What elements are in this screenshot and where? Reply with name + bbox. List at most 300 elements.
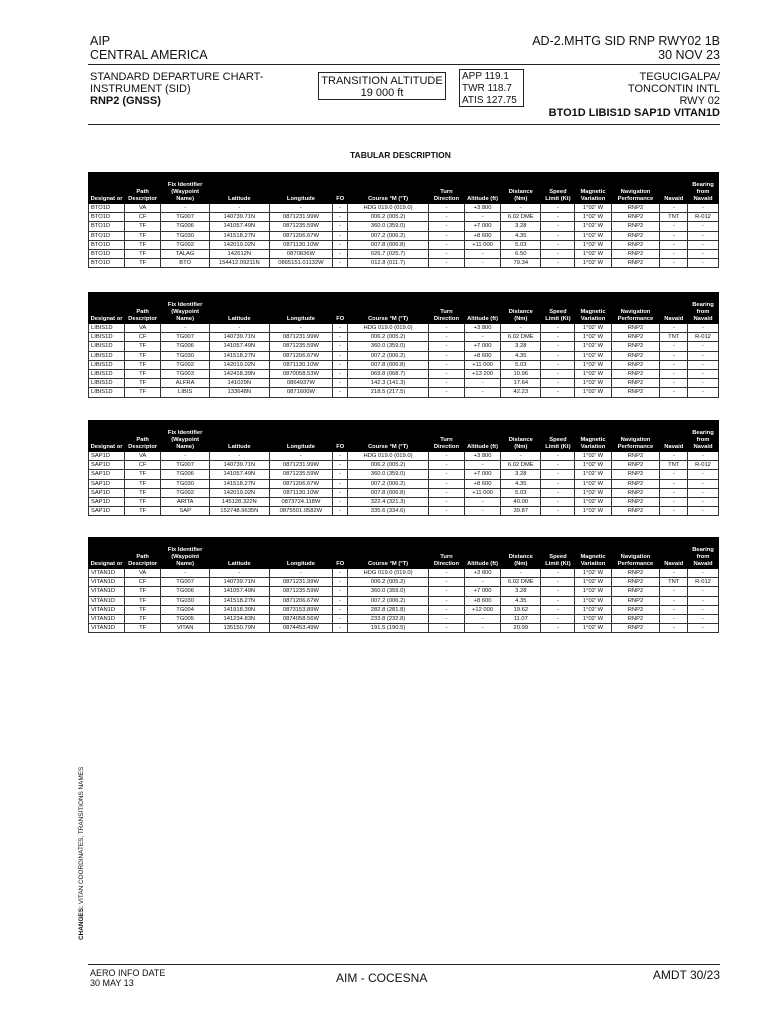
cell-turn-direction: - xyxy=(428,498,464,507)
cell-path-descriptor: TF xyxy=(125,231,161,240)
cell-navaid: - xyxy=(660,498,688,507)
cell-magnetic-variation: 1°02' W xyxy=(575,507,611,516)
cell-magnetic-variation: 1°02' W xyxy=(575,470,611,479)
cell-path-descriptor: TF xyxy=(125,240,161,249)
column-header-designator: Designat or xyxy=(89,293,125,324)
cell-altitude: - xyxy=(465,333,501,342)
cell-fo: - xyxy=(333,587,348,596)
column-header-latitude: Latitude xyxy=(210,293,269,324)
cell-fix-identifier: TALAG xyxy=(161,250,210,259)
cell-fo: - xyxy=(333,379,348,388)
cell-course: HDG 019.0 (019.0) xyxy=(348,452,429,461)
cell-speed-limit: - xyxy=(541,231,575,240)
cell-bearing-from-navaid: - xyxy=(688,370,719,379)
cell-navaid: - xyxy=(660,596,688,605)
cell-path-descriptor: TF xyxy=(125,587,161,596)
cell-speed-limit: - xyxy=(541,388,575,397)
transition-altitude-label: TRANSITION ALTITUDE xyxy=(321,75,443,87)
cell-course: 007.8 (006.8) xyxy=(348,240,429,249)
cell-latitude: - xyxy=(210,452,269,461)
cell-speed-limit: - xyxy=(541,470,575,479)
cell-distance: - xyxy=(501,204,541,213)
cell-designator: VITAN1D xyxy=(89,596,125,605)
column-header-course: Course °M (°T) xyxy=(348,293,429,324)
cell-distance: 20.99 xyxy=(501,624,541,633)
cell-navaid: - xyxy=(660,569,688,578)
cell-speed-limit: - xyxy=(541,213,575,222)
cell-speed-limit: - xyxy=(541,615,575,624)
cell-speed-limit: - xyxy=(541,250,575,259)
cell-navaid: - xyxy=(660,351,688,360)
cell-speed-limit: - xyxy=(541,370,575,379)
tabular-title: TABULAR DESCRIPTION xyxy=(350,150,451,160)
cell-speed-limit: - xyxy=(541,379,575,388)
cell-course: 012.8 (011.7) xyxy=(348,259,429,268)
footer-rule xyxy=(88,964,720,965)
cell-navigation-performance: RNP2 xyxy=(611,259,660,268)
cell-latitude: 145128.322N xyxy=(210,498,269,507)
cell-longitude: 0871206.67W xyxy=(269,351,333,360)
column-header-latitude: Latitude xyxy=(210,538,269,569)
column-header-fix-identifier: Fix Identifier (Waypoint Name) xyxy=(161,421,210,452)
table-row xyxy=(89,250,719,259)
cell-navaid: - xyxy=(660,388,688,397)
cell-altitude: - xyxy=(465,259,501,268)
column-header-designator: Designat or xyxy=(89,173,125,204)
freq-app: APP 119.1 xyxy=(462,71,509,82)
cell-speed-limit: - xyxy=(541,605,575,614)
cell-designator: BTO1D xyxy=(89,259,125,268)
cell-bearing-from-navaid: - xyxy=(688,342,719,351)
cell-longitude: 0875501.0582W xyxy=(269,507,333,516)
cell-speed-limit: - xyxy=(541,222,575,231)
header-row xyxy=(89,293,719,324)
cell-navigation-performance: RNP2 xyxy=(611,452,660,461)
cell-course: 335.6 (334.6) xyxy=(348,507,429,516)
cell-magnetic-variation: 1°02' W xyxy=(575,615,611,624)
cell-latitude: 140739.71N xyxy=(210,461,269,470)
cell-distance: 4.35 xyxy=(501,351,541,360)
publisher: AIM - COCESNA xyxy=(336,971,428,985)
cell-navigation-performance: RNP2 xyxy=(611,479,660,488)
cell-navigation-performance: RNP2 xyxy=(611,605,660,614)
cell-fix-identifier: TG005 xyxy=(161,615,210,624)
cell-course: 007.2 (006.2) xyxy=(348,231,429,240)
cell-path-descriptor: CF xyxy=(125,461,161,470)
cell-turn-direction: - xyxy=(428,222,464,231)
column-header-bearing-from-navaid: Bearing from Navaid xyxy=(688,538,719,569)
cell-distance: 39.87 xyxy=(501,507,541,516)
cell-latitude: 142019.02N xyxy=(210,240,269,249)
cell-navigation-performance: RNP2 xyxy=(611,461,660,470)
cell-turn-direction: - xyxy=(428,250,464,259)
cell-navigation-performance: RNP2 xyxy=(611,213,660,222)
aero-info-label: AERO INFO DATE xyxy=(90,968,166,978)
changes-text: VITAN COORDINATES, TRANSITIONS NAMES xyxy=(78,766,85,905)
cell-latitude: 141057.49N xyxy=(210,342,269,351)
document-id-block xyxy=(532,34,720,62)
cell-magnetic-variation: 1°02' W xyxy=(575,498,611,507)
column-header-turn-direction: Turn Direction xyxy=(428,293,464,324)
cell-altitude: +3 800 xyxy=(465,204,501,213)
cell-path-descriptor: TF xyxy=(125,615,161,624)
column-header-course: Course °M (°T) xyxy=(348,173,429,204)
cell-course: 006.2 (005.2) xyxy=(348,333,429,342)
cell-turn-direction: - xyxy=(428,605,464,614)
cell-speed-limit: - xyxy=(541,498,575,507)
cell-navigation-performance: RNP2 xyxy=(611,370,660,379)
cell-longitude: 0871235.59W xyxy=(269,342,333,351)
cell-bearing-from-navaid: - xyxy=(688,250,719,259)
aero-info-block xyxy=(90,968,165,988)
cell-navaid: - xyxy=(660,452,688,461)
cell-magnetic-variation: 1°02' W xyxy=(575,351,611,360)
cell-altitude: +7 000 xyxy=(465,470,501,479)
cell-fix-identifier: - xyxy=(161,324,210,333)
column-header-course: Course °M (°T) xyxy=(348,421,429,452)
vitan1d-table xyxy=(88,537,719,633)
column-header-navaid: Navaid xyxy=(660,173,688,204)
table-row xyxy=(89,578,719,587)
cell-fix-identifier: TG007 xyxy=(161,461,210,470)
cell-altitude: +11 000 xyxy=(465,360,501,369)
cell-designator: BTO1D xyxy=(89,222,125,231)
cell-course: 360.0 (359.0) xyxy=(348,587,429,596)
cell-longitude: 0873153.89W xyxy=(269,605,333,614)
column-header-navaid: Navaid xyxy=(660,421,688,452)
cell-turn-direction: - xyxy=(428,461,464,470)
cell-magnetic-variation: 1°02' W xyxy=(575,222,611,231)
cell-bearing-from-navaid: - xyxy=(688,605,719,614)
cell-magnetic-variation: 1°02' W xyxy=(575,596,611,605)
cell-fo: - xyxy=(333,461,348,470)
cell-speed-limit: - xyxy=(541,240,575,249)
column-header-speed-limit: Speed Limit (Kt) xyxy=(541,293,575,324)
cell-magnetic-variation: 1°02' W xyxy=(575,379,611,388)
cell-magnetic-variation: 1°02' W xyxy=(575,231,611,240)
cell-distance: - xyxy=(501,452,541,461)
cell-fix-identifier: ALFRA xyxy=(161,379,210,388)
cell-turn-direction: - xyxy=(428,240,464,249)
cell-designator: BTO1D xyxy=(89,231,125,240)
cell-distance: 3.28 xyxy=(501,222,541,231)
cell-longitude: 0871231.99W xyxy=(269,578,333,587)
column-header-altitude: Altitude (ft) xyxy=(465,421,501,452)
amendment: AMDT 30/23 xyxy=(652,968,720,982)
sap1d-table xyxy=(88,420,719,516)
cell-course: 360.0 (359.0) xyxy=(348,342,429,351)
cell-speed-limit: - xyxy=(541,360,575,369)
cell-designator: LIBIS1D xyxy=(89,360,125,369)
cell-fo: - xyxy=(333,596,348,605)
column-header-distance: Distance (Nm) xyxy=(501,293,541,324)
transition-altitude-value: 19 000 ft xyxy=(360,87,404,99)
cell-designator: LIBIS1D xyxy=(89,351,125,360)
cell-designator: SAP1D xyxy=(89,452,125,461)
cell-longitude: 0871235.59W xyxy=(269,470,333,479)
cell-navaid: - xyxy=(660,324,688,333)
cell-bearing-from-navaid: - xyxy=(688,379,719,388)
cell-latitude: 141057.49N xyxy=(210,587,269,596)
column-header-navaid: Navaid xyxy=(660,538,688,569)
header-row xyxy=(89,538,719,569)
cell-course: 006.2 (005.2) xyxy=(348,578,429,587)
cell-fo: - xyxy=(333,370,348,379)
cell-path-descriptor: CF xyxy=(125,333,161,342)
column-header-path-descriptor: Path Descriptor xyxy=(125,421,161,452)
cell-bearing-from-navaid: - xyxy=(688,488,719,497)
cell-latitude: 141057.49N xyxy=(210,222,269,231)
cell-fix-identifier: TG030 xyxy=(161,596,210,605)
cell-longitude: 0871130.10W xyxy=(269,240,333,249)
cell-latitude: - xyxy=(210,569,269,578)
cell-bearing-from-navaid: - xyxy=(688,596,719,605)
cell-designator: SAP1D xyxy=(89,488,125,497)
changes-label: CHANGES: xyxy=(78,905,85,940)
cell-navigation-performance: RNP2 xyxy=(611,222,660,231)
cell-latitude: 141234.83N xyxy=(210,615,269,624)
cell-turn-direction: - xyxy=(428,587,464,596)
table-row xyxy=(89,507,719,516)
cell-speed-limit: - xyxy=(541,596,575,605)
cell-speed-limit: - xyxy=(541,259,575,268)
cell-fo: - xyxy=(333,488,348,497)
cell-navaid: TNT xyxy=(660,461,688,470)
info-rule xyxy=(88,124,720,125)
cell-bearing-from-navaid: R-012 xyxy=(688,213,719,222)
cell-bearing-from-navaid: - xyxy=(688,470,719,479)
cell-latitude: 140739.71N xyxy=(210,213,269,222)
cell-fo: - xyxy=(333,569,348,578)
cell-distance: 10.96 xyxy=(501,370,541,379)
cell-magnetic-variation: 1°02' W xyxy=(575,333,611,342)
table-row xyxy=(89,259,719,268)
table-row xyxy=(89,596,719,605)
cell-path-descriptor: VA xyxy=(125,324,161,333)
cell-bearing-from-navaid: R-012 xyxy=(688,333,719,342)
cell-bearing-from-navaid: - xyxy=(688,498,719,507)
cell-altitude: +3 800 xyxy=(465,452,501,461)
cell-magnetic-variation: 1°02' W xyxy=(575,624,611,633)
table-row xyxy=(89,240,719,249)
cell-distance: - xyxy=(501,324,541,333)
cell-course: 026.7 (025.7) xyxy=(348,250,429,259)
cell-fo: - xyxy=(333,360,348,369)
table-row xyxy=(89,479,719,488)
cell-magnetic-variation: 1°02' W xyxy=(575,259,611,268)
column-header-longitude: Longitude xyxy=(269,293,333,324)
cell-speed-limit: - xyxy=(541,624,575,633)
cell-fo: - xyxy=(333,342,348,351)
cell-altitude: +8 600 xyxy=(465,231,501,240)
cell-navigation-performance: RNP2 xyxy=(611,624,660,633)
cell-altitude: - xyxy=(465,213,501,222)
cell-fix-identifier: TG002 xyxy=(161,360,210,369)
cell-distance: 3.28 xyxy=(501,470,541,479)
cell-bearing-from-navaid: - xyxy=(688,624,719,633)
transition-altitude-box xyxy=(318,72,446,100)
column-header-magnetic-variation: Magnetic Variation xyxy=(575,538,611,569)
cell-turn-direction: - xyxy=(428,324,464,333)
cell-longitude: 0871600W xyxy=(269,388,333,397)
cell-fo: - xyxy=(333,624,348,633)
cell-designator: LIBIS1D xyxy=(89,379,125,388)
cell-navigation-performance: RNP2 xyxy=(611,488,660,497)
cell-turn-direction: - xyxy=(428,488,464,497)
cell-distance: 19.62 xyxy=(501,605,541,614)
cell-bearing-from-navaid: - xyxy=(688,259,719,268)
cell-navigation-performance: RNP2 xyxy=(611,596,660,605)
cell-navaid: TNT xyxy=(660,333,688,342)
table-row xyxy=(89,615,719,624)
cell-bearing-from-navaid: - xyxy=(688,324,719,333)
libis1d-table xyxy=(88,292,719,398)
cell-longitude: 0871231.99W xyxy=(269,213,333,222)
cell-turn-direction: - xyxy=(428,507,464,516)
cell-distance: 4.35 xyxy=(501,479,541,488)
cell-distance: 79.34 xyxy=(501,259,541,268)
cell-navigation-performance: RNP2 xyxy=(611,204,660,213)
cell-course: 007.2 (006.2) xyxy=(348,596,429,605)
cell-distance: 4.35 xyxy=(501,596,541,605)
cell-fo: - xyxy=(333,452,348,461)
cell-latitude: - xyxy=(210,324,269,333)
cell-fix-identifier: TG006 xyxy=(161,342,210,351)
cell-bearing-from-navaid: R-012 xyxy=(688,461,719,470)
cell-magnetic-variation: 1°02' W xyxy=(575,587,611,596)
column-header-speed-limit: Speed Limit (Kt) xyxy=(541,538,575,569)
column-header-latitude: Latitude xyxy=(210,173,269,204)
cell-speed-limit: - xyxy=(541,488,575,497)
cell-longitude: - xyxy=(269,204,333,213)
chart-title-block xyxy=(90,71,263,107)
cell-longitude: 0871235.59W xyxy=(269,587,333,596)
cell-fix-identifier: ARITA xyxy=(161,498,210,507)
column-header-speed-limit: Speed Limit (Kt) xyxy=(541,173,575,204)
cell-course: 007.8 (006.8) xyxy=(348,360,429,369)
cell-navaid: - xyxy=(660,370,688,379)
aerodrome-block xyxy=(549,71,720,119)
cell-fix-identifier: TG006 xyxy=(161,587,210,596)
column-header-longitude: Longitude xyxy=(269,173,333,204)
cell-designator: LIBIS1D xyxy=(89,333,125,342)
bto1d-table xyxy=(88,172,719,268)
cell-navigation-performance: RNP2 xyxy=(611,333,660,342)
cell-turn-direction: - xyxy=(428,388,464,397)
column-header-magnetic-variation: Magnetic Variation xyxy=(575,173,611,204)
cell-latitude: 152748.9635N xyxy=(210,507,269,516)
cell-magnetic-variation: 1°02' W xyxy=(575,370,611,379)
cell-fix-identifier: TG030 xyxy=(161,231,210,240)
cell-navaid: - xyxy=(660,250,688,259)
cell-navaid: - xyxy=(660,507,688,516)
cell-longitude: - xyxy=(269,452,333,461)
cell-path-descriptor: TF xyxy=(125,498,161,507)
cell-navigation-performance: RNP2 xyxy=(611,342,660,351)
cell-path-descriptor: TF xyxy=(125,470,161,479)
cell-altitude: - xyxy=(465,379,501,388)
table-row xyxy=(89,324,719,333)
cell-navaid: - xyxy=(660,240,688,249)
cell-designator: SAP1D xyxy=(89,470,125,479)
cell-navaid: - xyxy=(660,342,688,351)
cell-longitude: 0871206.67W xyxy=(269,231,333,240)
column-header-turn-direction: Turn Direction xyxy=(428,538,464,569)
chart-title-line3: RNP2 (GNSS) xyxy=(90,95,161,107)
cell-navigation-performance: RNP2 xyxy=(611,388,660,397)
aerodrome-line1: TEGUCIGALPA/ xyxy=(639,71,720,83)
cell-turn-direction: - xyxy=(428,333,464,342)
cell-designator: BTO1D xyxy=(89,250,125,259)
cell-latitude: 142418.39N xyxy=(210,370,269,379)
table-row xyxy=(89,379,719,388)
cell-navigation-performance: RNP2 xyxy=(611,360,660,369)
cell-fo: - xyxy=(333,213,348,222)
cell-latitude: 141518.27N xyxy=(210,596,269,605)
frequencies-box xyxy=(459,69,524,107)
cell-fix-identifier: TG006 xyxy=(161,222,210,231)
column-header-path-descriptor: Path Descriptor xyxy=(125,293,161,324)
cell-course: 006.2 (005.2) xyxy=(348,213,429,222)
cell-turn-direction: - xyxy=(428,360,464,369)
cell-fix-identifier: TG030 xyxy=(161,351,210,360)
cell-longitude: - xyxy=(269,324,333,333)
cell-altitude: +12 000 xyxy=(465,605,501,614)
cell-designator: LIBIS1D xyxy=(89,370,125,379)
cell-fo: - xyxy=(333,615,348,624)
cell-designator: SAP1D xyxy=(89,507,125,516)
table-row xyxy=(89,388,719,397)
cell-navigation-performance: RNP2 xyxy=(611,379,660,388)
table-row xyxy=(89,213,719,222)
cell-navigation-performance: RNP2 xyxy=(611,507,660,516)
cell-fix-identifier: - xyxy=(161,204,210,213)
cell-navaid: - xyxy=(660,605,688,614)
cell-longitude: 0870836W xyxy=(269,250,333,259)
cell-magnetic-variation: 1°02' W xyxy=(575,342,611,351)
cell-path-descriptor: TF xyxy=(125,250,161,259)
column-header-fo: FO xyxy=(333,293,348,324)
cell-fo: - xyxy=(333,222,348,231)
cell-course: 007.2 (006.2) xyxy=(348,479,429,488)
cell-altitude: - xyxy=(465,507,501,516)
column-header-fix-identifier: Fix Identifier (Waypoint Name) xyxy=(161,173,210,204)
cell-fix-identifier: - xyxy=(161,452,210,461)
cell-altitude: - xyxy=(465,624,501,633)
cell-fo: - xyxy=(333,578,348,587)
aip-label: AIP xyxy=(90,34,111,48)
column-header-navigation-performance: Navigation Performance xyxy=(611,173,660,204)
cell-designator: SAP1D xyxy=(89,498,125,507)
cell-altitude: +7 000 xyxy=(465,587,501,596)
cell-fo: - xyxy=(333,388,348,397)
cell-longitude: 0871130.10W xyxy=(269,360,333,369)
cell-altitude: - xyxy=(465,388,501,397)
cell-bearing-from-navaid: R-012 xyxy=(688,578,719,587)
cell-path-descriptor: TF xyxy=(125,222,161,231)
cell-altitude: +8 600 xyxy=(465,596,501,605)
cell-fo: - xyxy=(333,470,348,479)
cell-designator: LIBIS1D xyxy=(89,324,125,333)
cell-path-descriptor: TF xyxy=(125,488,161,497)
cell-distance: 11.07 xyxy=(501,615,541,624)
chart-title-line2: INSTRUMENT (SID) xyxy=(90,83,191,95)
cell-altitude: - xyxy=(465,250,501,259)
cell-path-descriptor: TF xyxy=(125,596,161,605)
changes-note xyxy=(78,767,85,940)
header-row xyxy=(89,173,719,204)
cell-navaid: - xyxy=(660,587,688,596)
